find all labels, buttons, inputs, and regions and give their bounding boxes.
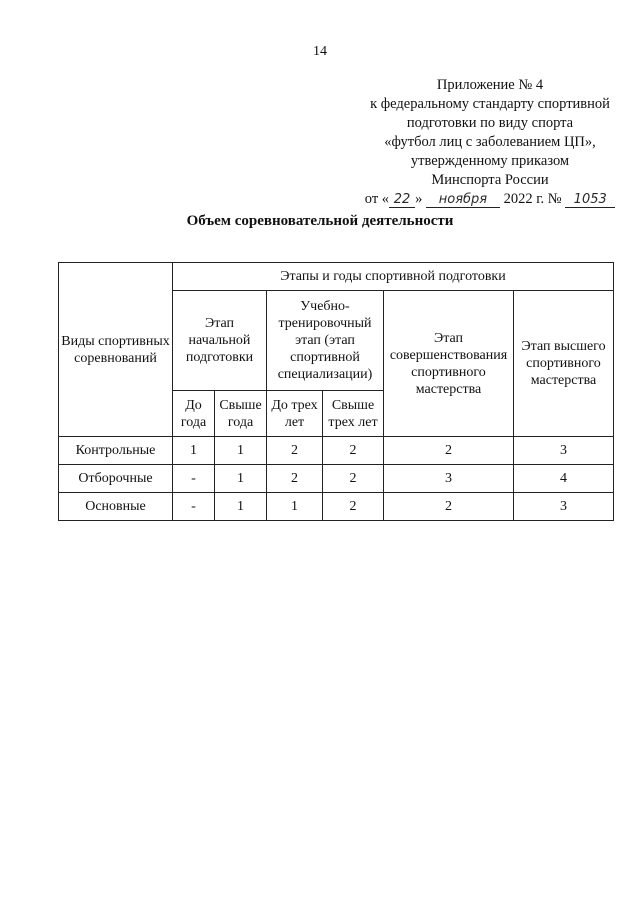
value-cell: 2: [384, 493, 514, 521]
subheader-cell: Свыше трех лет: [323, 391, 384, 437]
value-cell: 2: [323, 465, 384, 493]
appendix-line-2: к федеральному стандарту спортивной: [370, 96, 610, 112]
value-cell: -: [173, 465, 215, 493]
stage-header-higher: Этап высшего спортивного мастерства: [514, 291, 614, 437]
order-line: [330, 190, 640, 209]
value-cell: -: [173, 493, 215, 521]
value-cell: 1: [215, 437, 267, 465]
value-cell: 1: [215, 465, 267, 493]
order-mid: »: [415, 191, 423, 207]
appendix-line-5: утвержденному приказом: [410, 153, 570, 169]
order-month-handwritten: ноября: [426, 193, 500, 208]
table-header-row: [59, 263, 614, 291]
order-year: 2022 г. №: [503, 191, 562, 207]
value-cell: 1: [173, 437, 215, 465]
table-row: [59, 493, 614, 521]
appendix-block: [330, 76, 640, 209]
appendix-line-3: подготовки по виду спорта: [406, 115, 574, 131]
value-cell: 2: [323, 493, 384, 521]
appendix-line-4: «футбол лиц с заболеванием ЦП»,: [384, 134, 596, 150]
stage-header-training: Учебно-тренировочный этап (этап спортивной специализации): [267, 291, 384, 391]
order-prefix: от «: [364, 191, 390, 207]
value-cell: 2: [267, 465, 323, 493]
subheader-cell: До года: [173, 391, 215, 437]
stage-header-initial: Этап начальной подготовки: [173, 291, 267, 391]
value-cell: 3: [514, 493, 614, 521]
page-number: 14: [313, 44, 327, 59]
appendix-line-1: Приложение № 4: [436, 77, 544, 93]
table-row: [59, 465, 614, 493]
row-name-cell: Отборочные: [59, 465, 173, 493]
value-cell: 2: [323, 437, 384, 465]
appendix-line-6: Минспорта России: [431, 172, 549, 188]
document-title: Объем соревновательной деятельности: [186, 213, 454, 229]
value-cell: 2: [267, 437, 323, 465]
table-row: [59, 437, 614, 465]
subheader-cell: Свыше года: [215, 391, 267, 437]
value-cell: 1: [215, 493, 267, 521]
order-day-handwritten: 22: [389, 193, 415, 208]
value-cell: 1: [267, 493, 323, 521]
row-name-cell: Основные: [59, 493, 173, 521]
stage-header-improvement: Этап совершенствования спортивного мастерства: [384, 291, 514, 437]
value-cell: 3: [514, 437, 614, 465]
subheader-cell: До трех лет: [267, 391, 323, 437]
value-cell: 4: [514, 465, 614, 493]
group-header-cell: Этапы и годы спортивной подготовки: [173, 263, 614, 291]
row-name-cell: Контрольные: [59, 437, 173, 465]
competition-volume-table: [58, 262, 614, 521]
value-cell: 3: [384, 465, 514, 493]
row-header-cell: Виды спортивных соревнований: [59, 263, 173, 437]
value-cell: 2: [384, 437, 514, 465]
order-number-handwritten: 1053: [565, 193, 615, 208]
